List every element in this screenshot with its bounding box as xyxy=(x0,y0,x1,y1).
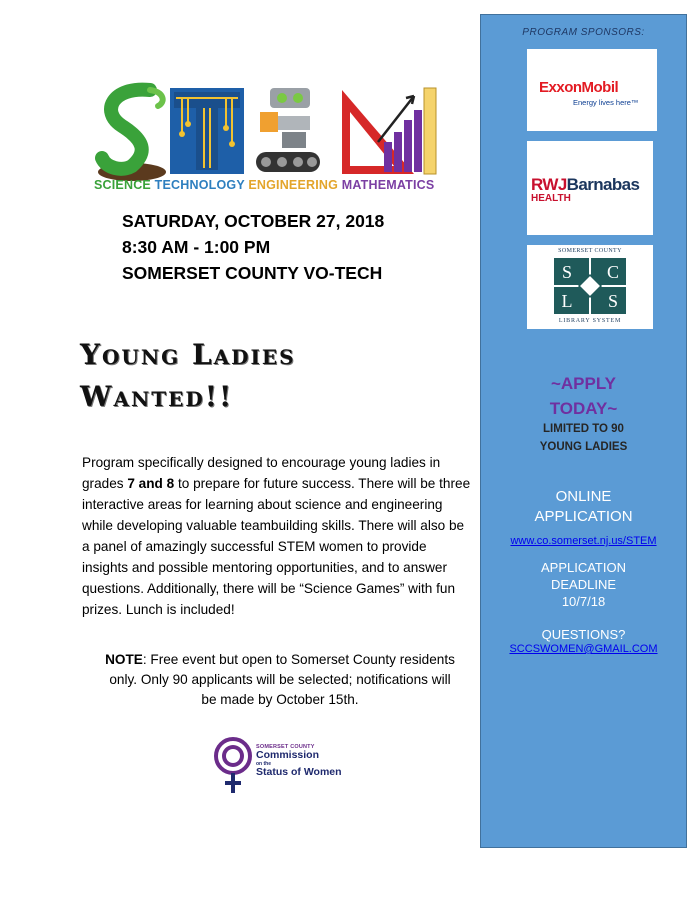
note-label: NOTE xyxy=(105,652,143,667)
commission-county: SOMERSET COUNTY xyxy=(256,744,315,750)
online-line2: APPLICATION xyxy=(534,508,633,525)
sccls-letter-l: L xyxy=(561,291,573,311)
description-part1: Program specifically designed to encourage young ladies in grades xyxy=(82,455,441,491)
sponsor-rwjbarnabas-logo xyxy=(527,141,653,235)
rwj-name xyxy=(531,175,639,195)
caption-science: SCIENCE xyxy=(94,178,151,192)
event-location: SOMERSET COUNTY VO-TECH xyxy=(122,263,383,283)
caption-technology: TECHNOLOGY xyxy=(154,178,245,192)
female-symbol-icon xyxy=(216,739,250,793)
headline-line2: Wanted!! xyxy=(80,380,234,413)
exxon-tagline: Energy lives here™ xyxy=(573,98,639,107)
contact-email-link[interactable]: SCCSWOMEN@GMAIL.COM xyxy=(509,643,658,655)
apply-line2: TODAY~ xyxy=(549,399,618,418)
rwj-name-rwj: RWJ xyxy=(531,175,567,194)
limited-line1: LIMITED TO 90 xyxy=(543,423,624,435)
program-description xyxy=(82,452,474,620)
deadline-line1: APPLICATION xyxy=(540,560,626,575)
note-text: : Free event but open to Somerset County residents only. Only 90 applicants will be selected; notifications will be made by October 15th. xyxy=(109,652,455,707)
description-grades: 7 and 8 xyxy=(127,476,175,491)
sponsor-exxonmobil-logo xyxy=(527,49,657,131)
commission-text xyxy=(256,744,342,778)
sponsors-label: PROGRAM SPONSORS: xyxy=(522,27,645,38)
event-date: SATURDAY, OCTOBER 27, 2018 xyxy=(122,211,385,231)
sccls-top-text: SOMERSET COUNTY xyxy=(558,248,622,254)
caption-engineering: ENGINEERING xyxy=(248,178,339,192)
apply-line1: ~APPLY xyxy=(550,374,617,393)
limited-notice xyxy=(481,420,686,456)
rwj-health: HEALTH xyxy=(531,193,571,204)
online-application xyxy=(481,487,686,527)
sponsor-library-logo xyxy=(527,245,653,329)
eligibility-note xyxy=(100,650,460,710)
description-part2: to prepare for future success. There will be three interactive areas for learning about science and engineering while developing valuable teambuilding skills. There will also be a panel of amazingly successful STEM women to provide insights and possible mentoring opportunities, and to answer questions. Additionally, there will be “Science Games” with fun prizes. Lunch is included! xyxy=(82,476,471,617)
commission-line1: Commission xyxy=(256,749,320,761)
application-url-link[interactable]: www.co.somerset.nj.us/STEM xyxy=(510,535,657,547)
event-time: 8:30 AM - 1:00 PM xyxy=(122,237,271,257)
exxon-name xyxy=(539,79,618,96)
headline xyxy=(80,334,460,418)
sccls-grid-icon xyxy=(553,257,627,315)
headline-line1: Young Ladies xyxy=(80,338,296,371)
technology-circuit-icon xyxy=(170,88,244,174)
questions-label: QUESTIONS? xyxy=(541,627,626,642)
sponsor-sidebar xyxy=(480,14,687,848)
mathematics-triangle-icon xyxy=(342,88,436,174)
apply-today xyxy=(481,371,686,421)
exxon-name-e: E xyxy=(539,79,549,96)
sccls-bottom-text: LIBRARY SYSTEM xyxy=(558,318,622,324)
online-line1: ONLINE xyxy=(555,488,612,505)
commission-line2: on the xyxy=(256,761,271,767)
exxon-name-rest: xonMobil xyxy=(556,79,619,96)
limited-line2: YOUNG LADIES xyxy=(539,441,628,453)
engineering-robot-icon xyxy=(256,88,320,172)
sccls-letter-c: C xyxy=(606,262,620,282)
stem-caption xyxy=(94,178,444,192)
exxon-name-x: x xyxy=(548,79,557,96)
sccls-letter-s1: S xyxy=(561,262,573,282)
event-info xyxy=(122,208,384,286)
rwj-name-barnabas: Barnabas xyxy=(566,175,640,194)
commission-line3: Status of Women xyxy=(256,766,342,778)
application-deadline xyxy=(481,559,686,610)
deadline-date: 10/7/18 xyxy=(561,594,606,609)
deadline-line2: DEADLINE xyxy=(550,577,617,592)
science-sprout-icon xyxy=(98,90,166,181)
sccls-letter-s2: S xyxy=(607,291,619,311)
caption-mathematics: MATHEMATICS xyxy=(341,178,435,192)
